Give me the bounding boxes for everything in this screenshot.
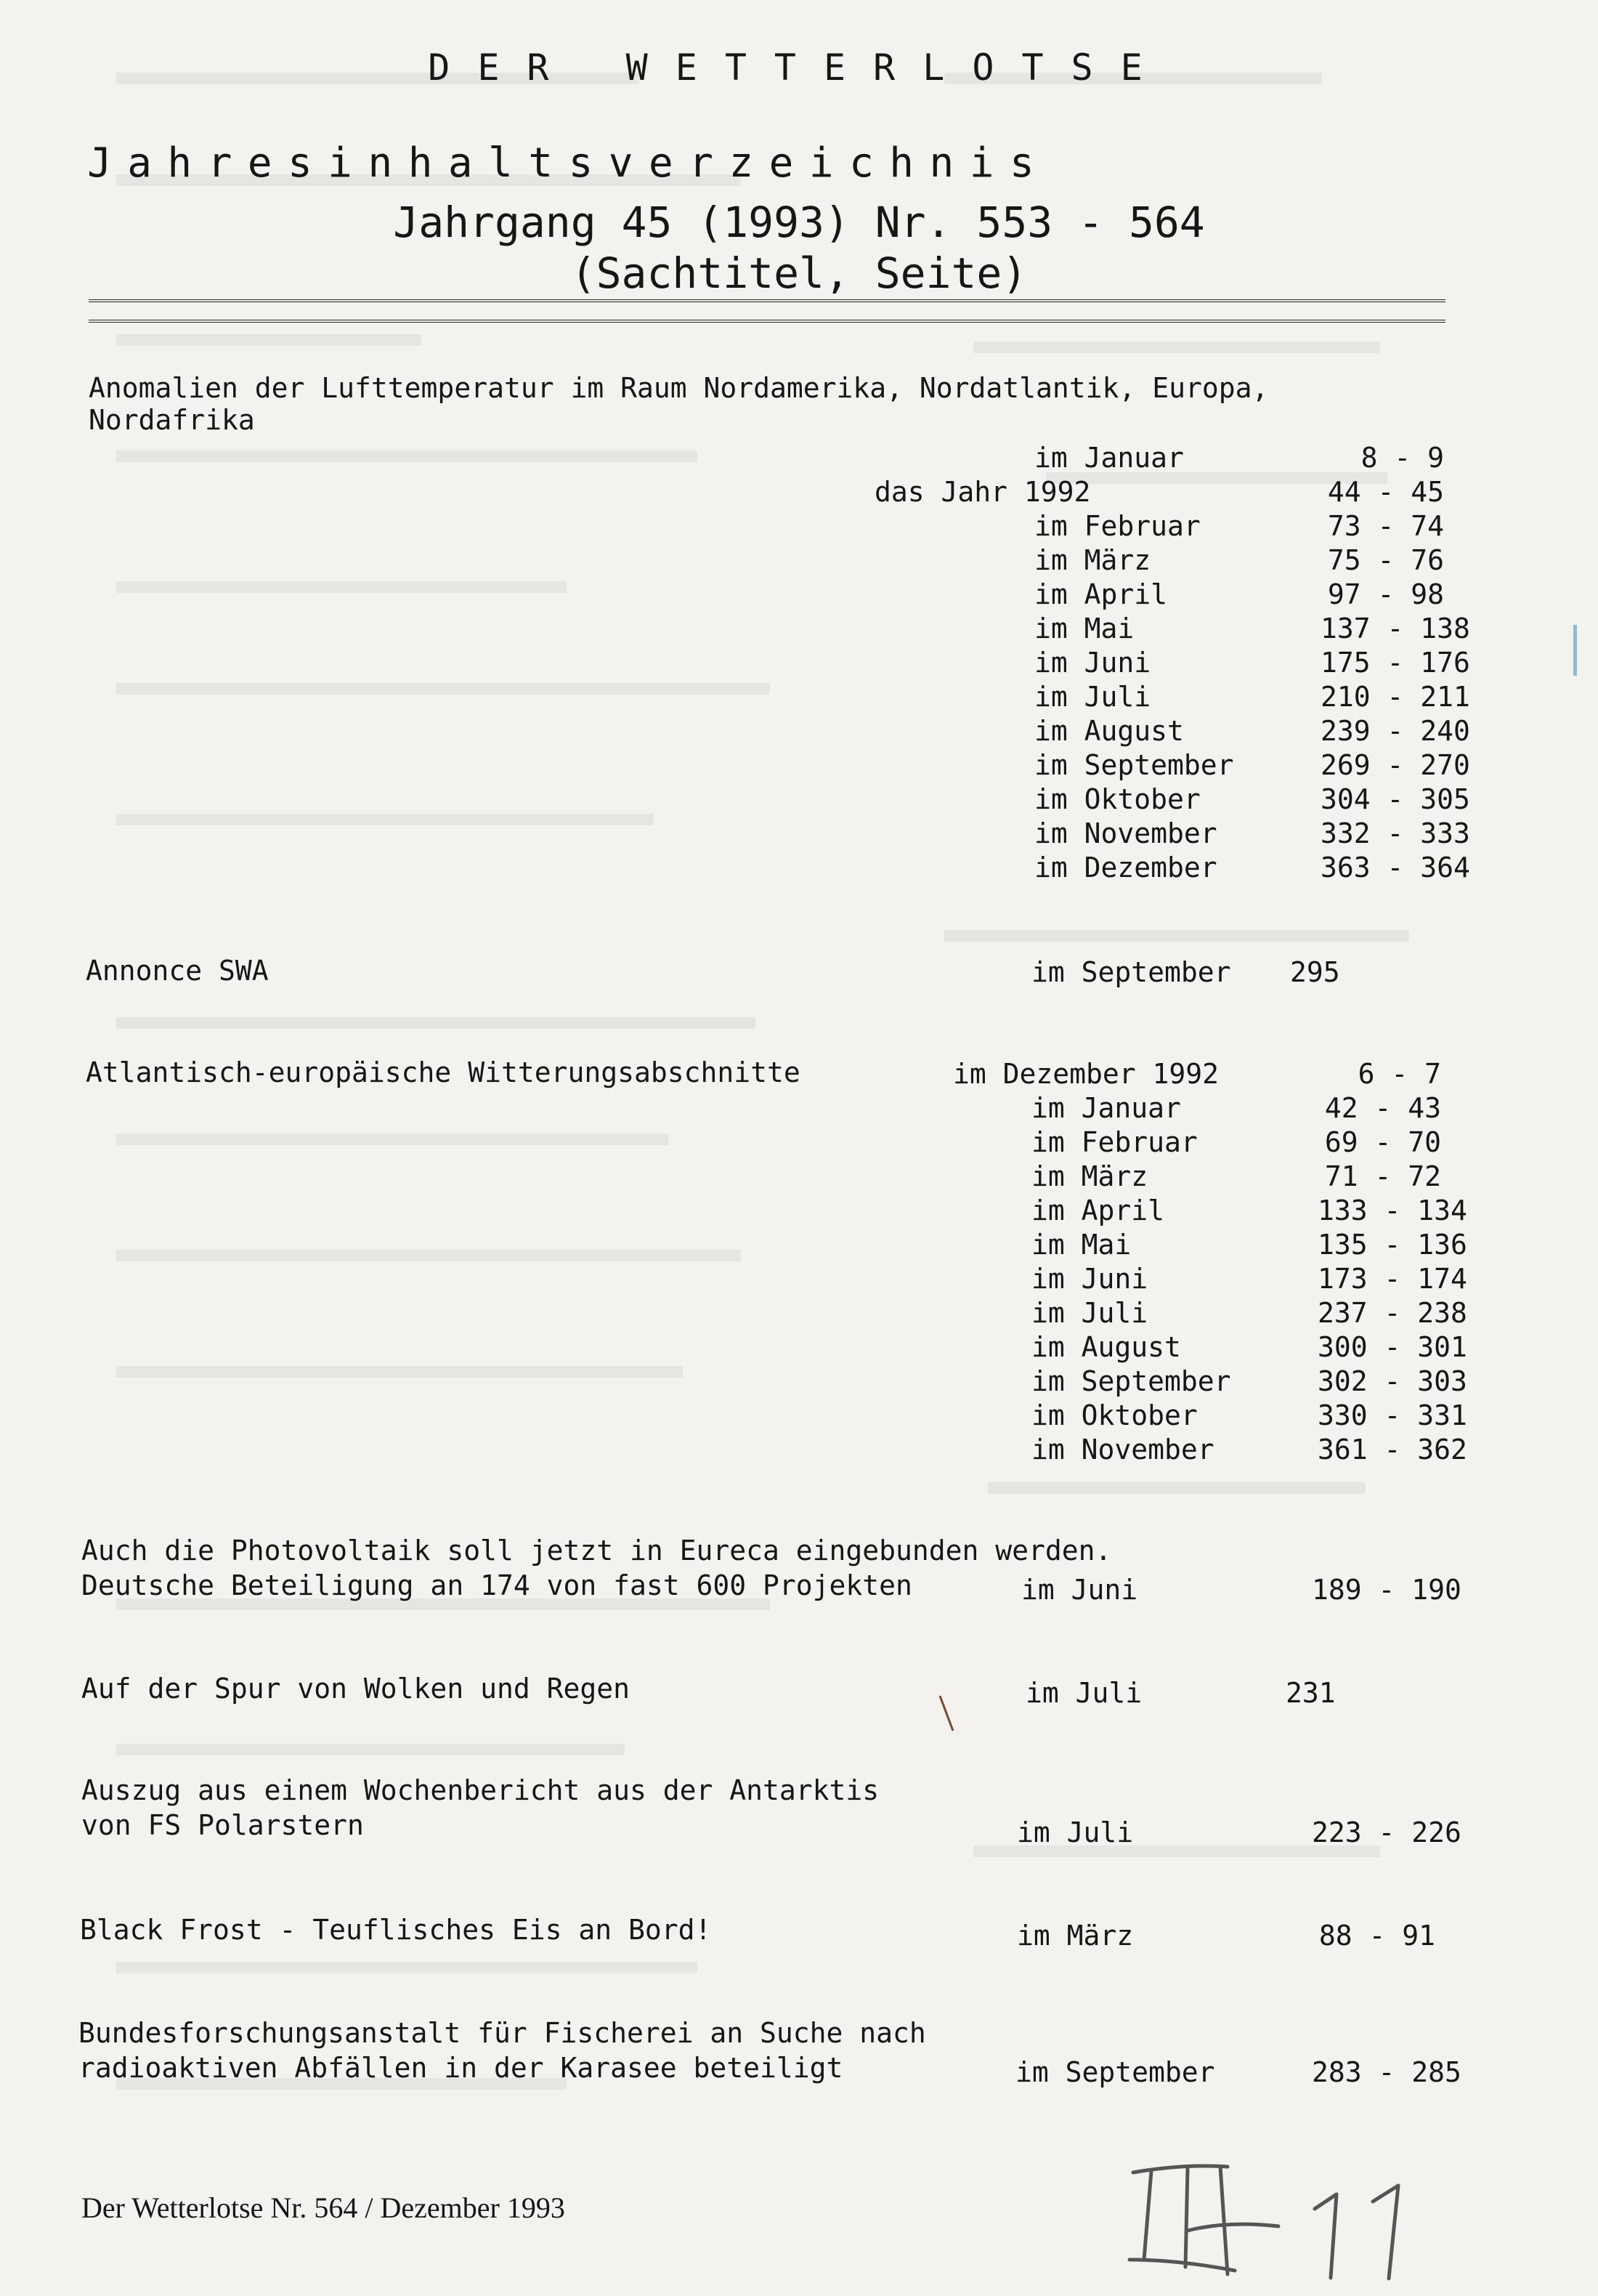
- entry-title-line: Anomalien der Lufttemperatur im Raum Nordamerika, Nordatlantik, Europa,: [89, 372, 1269, 404]
- entry-title-line: Auch die Photovoltaik soll jetzt in Eureca eingebunden werden.: [81, 1535, 1112, 1567]
- page-range: 69 - 70: [1324, 1126, 1441, 1158]
- month-label: im April: [1034, 578, 1168, 610]
- page-range: 97 - 98: [1327, 578, 1444, 610]
- page-range: 137 - 138: [1321, 613, 1470, 644]
- month-label: im November: [1034, 817, 1217, 849]
- page-range: 73 - 74: [1327, 510, 1444, 542]
- page-range: 173 - 174: [1318, 1263, 1467, 1295]
- volume-line: Jahrgang 45 (1993) Nr. 553 - 564: [393, 198, 1205, 247]
- month-label: im August: [1034, 715, 1184, 747]
- entry-title-line: Auf der Spur von Wolken und Regen: [81, 1673, 630, 1705]
- entry-title-line: Deutsche Beteiligung an 174 von fast 600 Projekten: [81, 1569, 912, 1601]
- page-range: 6 - 7: [1358, 1058, 1441, 1090]
- entry-title-line: Annonce SWA: [86, 955, 269, 987]
- month-label: im Dezember 1992: [953, 1058, 1220, 1090]
- page-range: 269 - 270: [1321, 749, 1470, 781]
- pen-stroke-mark: [937, 1693, 959, 1737]
- page-range: 133 - 134: [1318, 1195, 1467, 1226]
- month-label: im September: [1031, 956, 1231, 988]
- month-label: im Mai: [1034, 613, 1135, 644]
- page-footer: Der Wetterlotse Nr. 564 / Dezember 1993: [81, 2191, 565, 2224]
- entry-title-line: Bundesforschungsanstalt für Fischerei an Suche nach: [78, 2017, 926, 2049]
- page-range: 8 - 9: [1360, 442, 1444, 474]
- page-range: 175 - 176: [1321, 647, 1470, 679]
- handwritten-archive-mark: [1119, 2151, 1467, 2281]
- month-label: das Jahr 1992: [875, 476, 1091, 508]
- month-label: im März: [1017, 1920, 1134, 1952]
- subtitle-line: (Sachtitel, Seite): [570, 248, 1028, 298]
- entry-title-line: Atlantisch-europäische Witterungsabschnitte: [86, 1056, 800, 1088]
- entry-title-line: radioaktiven Abfällen in der Karasee beteiligt: [78, 2052, 843, 2084]
- page-range: 223 - 226: [1312, 1816, 1461, 1848]
- month-label: im September: [1031, 1365, 1231, 1397]
- month-label: im Juni: [1021, 1574, 1138, 1606]
- month-label: im Februar: [1034, 510, 1201, 542]
- month-label: im Oktober: [1031, 1399, 1198, 1431]
- page-range: 330 - 331: [1318, 1399, 1467, 1431]
- double-rule-divider: [89, 299, 1445, 323]
- page-range: 295: [1290, 956, 1340, 988]
- month-label: im Januar: [1034, 442, 1184, 474]
- page-range: 75 - 76: [1327, 544, 1444, 576]
- entry-title-line: Auszug aus einem Wochenbericht aus der Antarktis: [81, 1774, 880, 1806]
- page-range: 304 - 305: [1321, 783, 1470, 815]
- month-label: im Juli: [1031, 1297, 1148, 1329]
- page-range: 300 - 301: [1318, 1331, 1467, 1363]
- month-label: im September: [1015, 2056, 1215, 2088]
- entry-title-line: von FS Polarstern: [81, 1809, 364, 1841]
- page-range: 88 - 91: [1318, 1920, 1435, 1952]
- month-label: im Februar: [1031, 1126, 1198, 1158]
- month-label: im August: [1031, 1331, 1181, 1363]
- page-range: 231: [1286, 1677, 1336, 1709]
- page-range: 283 - 285: [1312, 2056, 1461, 2088]
- month-label: im Juli: [1017, 1816, 1134, 1848]
- month-label: im März: [1034, 544, 1151, 576]
- month-label: im Juli: [1026, 1677, 1143, 1709]
- page-range: 189 - 190: [1312, 1574, 1461, 1606]
- masthead: DER WETTERLOTSE: [428, 47, 1170, 89]
- month-label: im Juni: [1034, 647, 1151, 679]
- month-label: im Mai: [1031, 1229, 1132, 1261]
- page-range: 237 - 238: [1318, 1297, 1467, 1329]
- month-label: im September: [1034, 749, 1234, 781]
- page-range: 71 - 72: [1324, 1160, 1441, 1192]
- page-range: 332 - 333: [1321, 817, 1470, 849]
- page-range: 210 - 211: [1321, 681, 1470, 713]
- month-label: im Juni: [1031, 1263, 1148, 1295]
- entry-title-line: Black Frost - Teuflisches Eis an Bord!: [80, 1914, 712, 1946]
- entry-title-line: Nordafrika: [89, 404, 255, 436]
- page-range: 363 - 364: [1321, 852, 1470, 884]
- page-range: 239 - 240: [1321, 715, 1470, 747]
- page-range: 135 - 136: [1318, 1229, 1467, 1261]
- month-label: im Januar: [1031, 1092, 1181, 1124]
- month-label: im März: [1031, 1160, 1148, 1192]
- index-title: Jahresinhaltsverzeichnis: [87, 140, 1050, 187]
- month-label: im Dezember: [1034, 852, 1217, 884]
- month-label: im November: [1031, 1434, 1214, 1466]
- page-range: 361 - 362: [1318, 1434, 1467, 1466]
- month-label: im Oktober: [1034, 783, 1201, 815]
- month-label: im April: [1031, 1195, 1165, 1226]
- month-label: im Juli: [1034, 681, 1151, 713]
- page-range: 302 - 303: [1318, 1365, 1467, 1397]
- page-range: 42 - 43: [1324, 1092, 1441, 1124]
- page-range: 44 - 45: [1327, 476, 1444, 508]
